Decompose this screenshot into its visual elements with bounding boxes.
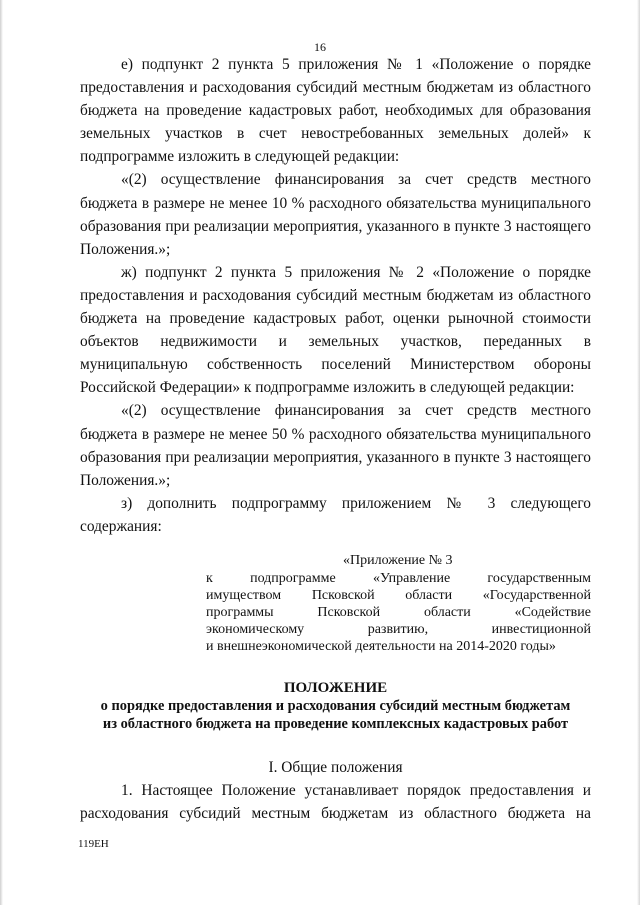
appendix-title: «Приложение № 3 <box>343 552 453 568</box>
footer-code: 119ЕН <box>78 838 109 850</box>
appendix-line: и внешнеэкономической деятельности на 2014-2020 годы» <box>206 638 556 654</box>
page-number: 16 <box>314 40 326 54</box>
paragraph-z-first-line: з) дополнить подпрограмму приложением № 3 следующего <box>121 494 591 512</box>
paragraph-zh-first-line: ж) подпункт 2 пункта 5 приложения № 2 «Положение о порядке <box>121 263 591 281</box>
document-subtitle-line: о порядке предоставления и расходования субсидий местным бюджетам <box>100 697 571 714</box>
intro-text: расходования субсидий местным бюджетам из областного бюджета на <box>80 805 591 823</box>
paragraph-quote-2-first-line: «(2) осуществление финансирования за счет средств местного <box>121 402 591 420</box>
paragraph-quote-2-text: бюджета в размере не менее 50 % расходного обязательства муниципального образования при реализации мероприятия, указанного в пункте 3 настоящего Положения.»; <box>80 425 591 489</box>
intro-first-line: 1. Настоящее Положение устанавливает порядок предоставления и <box>121 781 591 799</box>
document-subtitle-line: из областного бюджета на проведение комплексных кадастровых работ <box>102 715 569 732</box>
appendix-header <box>206 552 591 655</box>
paragraph-zh-text: предоставления и расходования субсидий местным бюджетам из областного бюджета на проведение кадастровых работ, оценки рыночной стоимости объектов недвижимости и земельных участков, переданных в муниципальную собственность поселений Министерством обороны Российской Федерации» к подпрограмме изложить в следующей редакции: <box>80 286 591 397</box>
appendix-line: к подпрограмме «Управление государственным <box>206 570 591 586</box>
paragraph-quote-1-text: бюджета в размере не менее 10 % расходного обязательства муниципального образования при реализации мероприятия, указанного в пункте 3 настоящего Положения.»; <box>80 194 591 258</box>
scan-left-edge <box>0 0 3 905</box>
paragraph-quote-1-first-line: «(2) осуществление финансирования за счет средств местного <box>121 171 591 189</box>
paragraph-z-text: содержания: <box>80 517 162 535</box>
appendix-line: программы Псковской области «Содействие <box>206 604 591 620</box>
section-heading: I. Общие положения <box>268 758 403 776</box>
paragraph-e-text: предоставления и расходования субсидий местным бюджетам из областного бюджета на проведение кадастровых работ, необходимых для образования земельных участков в счет невостребованных земельных долей» к подпрограмме изложить в следующей редакции: <box>80 79 591 166</box>
document-title: ПОЛОЖЕНИЕ <box>283 679 388 696</box>
document-body <box>80 53 591 825</box>
appendix-text <box>206 570 591 655</box>
paragraph-e-first-line: е) подпункт 2 пункта 5 приложения № 1 «Положение о порядке <box>121 56 591 73</box>
appendix-line: имуществом Псковской области «Государственной <box>206 587 591 603</box>
appendix-line: экономическому развитию, инвестиционной <box>206 621 591 637</box>
